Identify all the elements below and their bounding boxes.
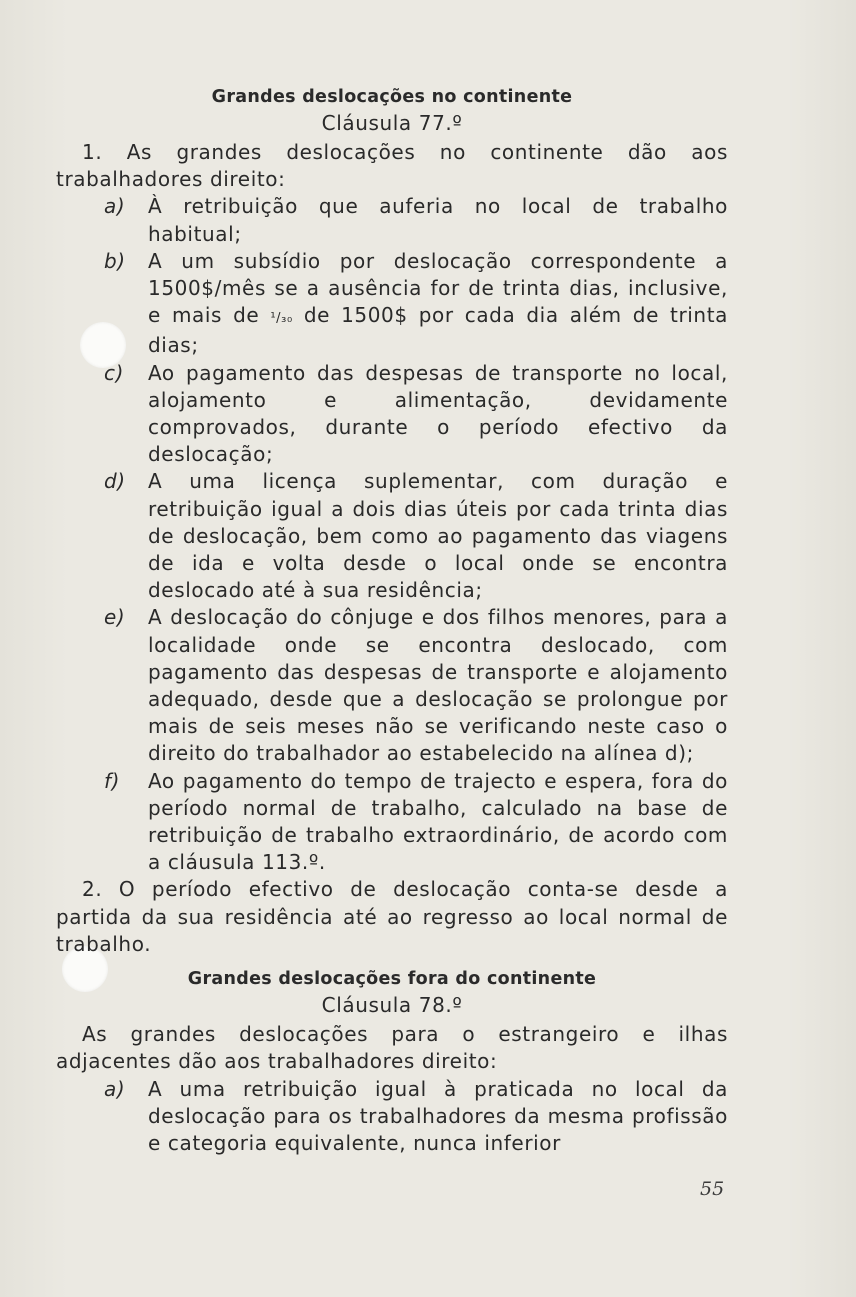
item-label: c)	[104, 360, 124, 385]
item-text: À retribuição que auferia no local de trabalho habitual;	[148, 194, 728, 246]
clause-77-paragraph-2: 2. O período efectivo de deslocação conta-se desde a partida da sua residência até ao regresso ao local normal de trabalho.	[56, 877, 728, 956]
clause-77-item-a	[56, 193, 728, 247]
item-text: A uma retribuição igual à praticada no local da deslocação para os trabalhadores da mesma profissão e categoria equivalente, nunca inferior	[148, 1076, 728, 1155]
clause-77-title: Cláusula 77.º	[321, 111, 463, 135]
document-body	[56, 84, 728, 1157]
item-label: a)	[104, 1076, 126, 1101]
item-label: f)	[104, 768, 121, 793]
item-label: b)	[104, 248, 126, 273]
clause-77-item-c	[56, 360, 728, 469]
item-text: A uma licença suplementar, com duração e retribuição igual a dois dias úteis por cada trinta dias de deslocação, bem como ao pagamento das viagens de ida e volta desde o local onde se encontra deslocado até à sua residência;	[148, 469, 728, 603]
item-label: e)	[104, 605, 126, 630]
item-text: Ao pagamento do tempo de trajecto e espera, fora do período normal de trabalho, calculado na base de retribuição de trabalho extraordinário, de acordo com a cláusula 113.º.	[148, 768, 728, 875]
clause-77-item-f	[56, 768, 728, 877]
section-heading-continente: Grandes deslocações no continente	[211, 87, 573, 107]
page-number: 55	[700, 1178, 725, 1200]
item-text: Ao pagamento das despesas de transporte no local, alojamento e alimentação, devidamente comprovados, durante o período efectivo da deslocação;	[148, 360, 728, 467]
clause-78-paragraph-1: As grandes deslocações para o estrangeiro e ilhas adjacentes dão aos trabalhadores direito:	[56, 1022, 728, 1074]
clause-77-item-d	[56, 468, 728, 604]
item-text-after: de 1500$ por cada dia além de trinta dias;	[148, 303, 729, 358]
section-heading-fora-continente: Grandes deslocações fora do continente	[187, 969, 597, 990]
item-text-before: A um subsídio por deslocação correspondente a 1500$/mês se a ausência for de trinta dias, inclusive, e mais de	[148, 248, 728, 328]
clause-77-item-e	[56, 604, 728, 767]
clause-77-paragraph-1: 1. As grandes deslocações no continente dão aos trabalhadores direito:	[56, 140, 728, 192]
item-label: d)	[104, 469, 126, 494]
item-text: A deslocação do cônjuge e dos filhos menores, para a localidade onde se encontra deslocado, com pagamento das despesas de transporte e alojamento adequado, desde que a deslocação se prolongue por mais de seis meses não se verificando neste caso o direito do trabalhador ao estabelecido na alínea d);	[148, 605, 728, 766]
item-label: a)	[104, 194, 126, 219]
clause-78-title: Cláusula 78.º	[321, 993, 463, 1018]
fraction: ¹/₃₀	[270, 311, 293, 327]
clause-77-item-b	[56, 248, 728, 360]
clause-78-item-a	[56, 1076, 728, 1158]
